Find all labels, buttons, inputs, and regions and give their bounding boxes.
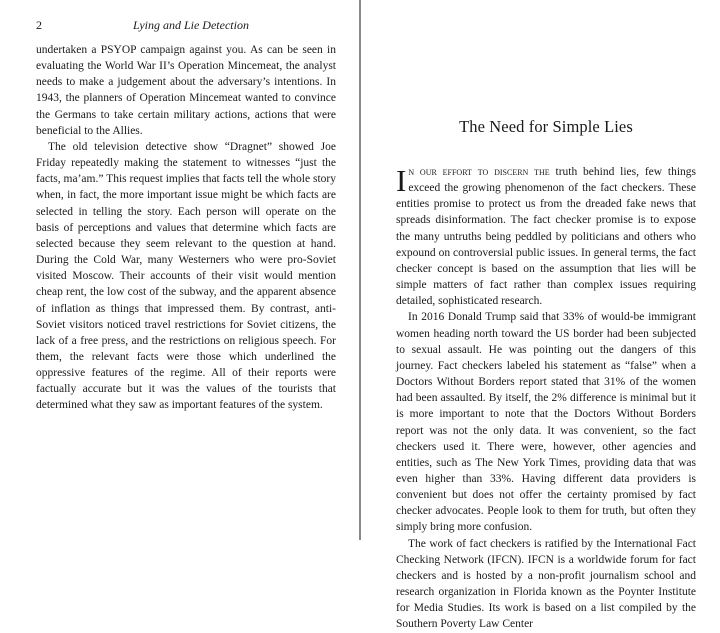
chapter-title: The Need for Simple Lies	[459, 117, 633, 136]
opening-paragraph	[396, 164, 696, 309]
paragraph: The work of fact checkers is ratified by the International Fact Checking Network (IFCN). IFCN is a worldwide forum for fact checkers and is hosted by a non-profit journalism school and research organization in Florida known as the Poynter Institute for Media Studies. Its work is based on a list compiled by the Southern Poverty Law Center	[396, 537, 696, 631]
opening-paragraph-text: truth behind lies, few things exceed the growing phenomenon of the fact checkers. These entities promise to protect us from the dreaded fake news that spreads disinformation. The fact checker promise is to expose the many untruths being peddled by politicians and others who expound on controversial public issues. In general terms, the fact checker concept is based on the assumption that lies will be simple matters of fact rather than complex issues requiring detailed, sophisticated research.	[396, 166, 696, 308]
right-page-body	[396, 164, 696, 633]
left-page	[0, 0, 359, 540]
drop-cap: I	[396, 163, 407, 198]
lead-in: n our effort to discern the	[408, 166, 550, 178]
right-page	[361, 0, 720, 631]
paragraph: The old television detective show “Dragnet” showed Joe Friday repeatedly making the statement to witnesses “just the facts, ma’am.” This request implies that facts tell the whole story when, in fact, the more important issue might be which facts are selected in telling the story. Each person will operate on the basis of perceptions and values that determine which facts are selected because they seem relevant to the question at hand. During the Cold War, many Westerners who were pro-Soviet visited Moscow. Their accounts of their visit would mention cheap rent, the low cost of the subway, and the apparent absence of inflation as things that impressed them. By contrast, anti-Soviet visitors noticed travel restrictions for Soviet citizens, the lack of a free press, and the restrictions on religious speech. For them, the relevant facts were those which underlined the oppressive features of the regime. All of their reports were factually accurate but it was the values of the tourists that determined what they saw as important features of the system.	[36, 140, 336, 412]
page-number: 2	[36, 18, 42, 32]
left-page-body	[36, 42, 336, 414]
paragraph: In 2016 Donald Trump said that 33% of would-be immigrant women heading north toward the US border had been subjected to sexual assault. He was pointing out the dangers of this journey. Fact checkers labeled his statement as “false” when a Doctors Without Borders report stated that 31% of the women had been assaulted. By itself, the 2% difference is minimal but it is more important to note that the Doctors Without Borders report was not the only data. It was convenient, so the fact checkers used it. There were, however, other agencies and entities, such as The New York Times, providing data that was even higher than 33%. Having different data providers is convenient but does not offer the certainty promised by fact checker advocates. People look to them for truth, but often they simply bring more confusion.	[396, 311, 696, 534]
paragraph: undertaken a PSYOP campaign against you. As can be seen in evaluating the World War II’s Operation Mincemeat, the analyst needs to make a judgement about the adversary’s intentions. In 1943, the planners of Operation Mincemeat wanted to convince the Germans to take certain military actions, actions that were beneficial to the Allies.	[36, 44, 336, 137]
running-title: Lying and Lie Detection	[133, 18, 249, 32]
